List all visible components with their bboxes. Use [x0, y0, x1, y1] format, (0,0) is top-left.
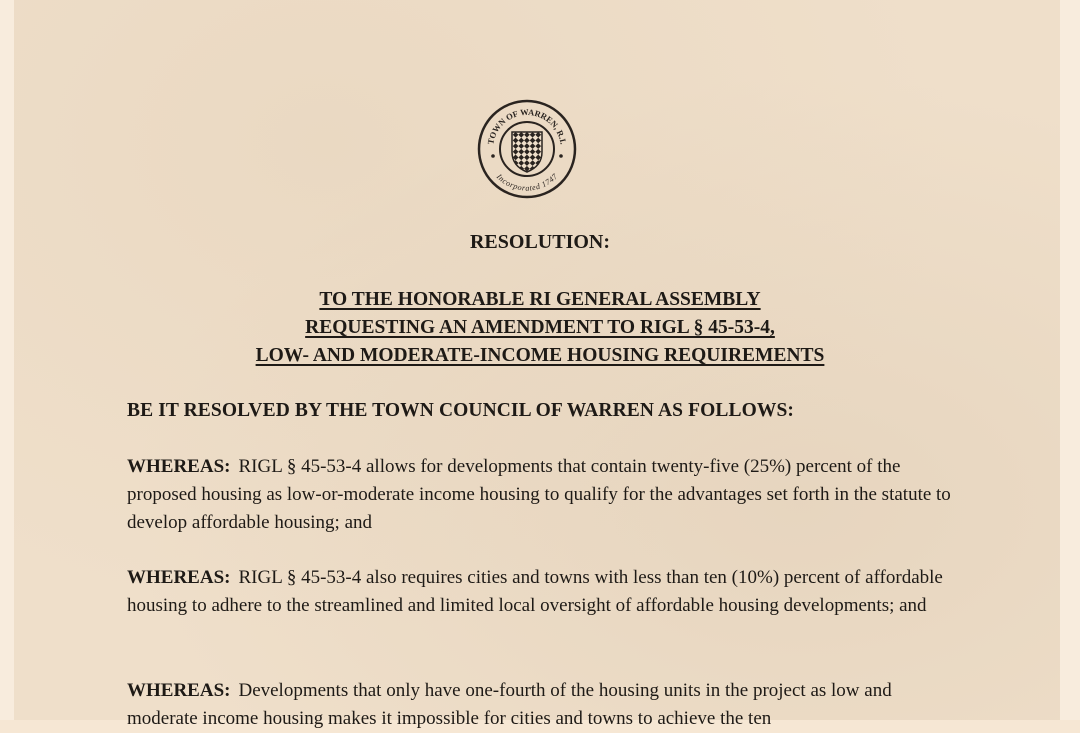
svg-text:Incorporated 1747	[494, 171, 560, 192]
resolution-title	[0, 286, 1080, 370]
whereas-paragraph-3	[127, 677, 967, 733]
seal-bottom-text: Incorporated 1747	[494, 172, 560, 193]
whereas-paragraph-1	[127, 453, 967, 537]
resolution-label: RESOLUTION:	[469, 231, 611, 253]
whereas-text: RIGL § 45-53-4 allows for developments that contain twenty-five (25%) percent of the proposed housing as low-or-moderate income housing to qualify for the advantages set forth in the statute to develop affordable housing; and	[127, 456, 951, 533]
seal-top-text: TOWN OF WARREN, R.I.	[485, 106, 569, 146]
whereas-label: WHEREAS:	[127, 456, 231, 477]
title-line-3: LOW- AND MODERATE-INCOME HOUSING REQUIREMENTS	[255, 345, 825, 366]
town-seal-logo	[476, 98, 578, 200]
title-line-2: REQUESTING AN AMENDMENT TO RIGL § 45-53-4,	[305, 317, 775, 338]
resolved-statement: BE IT RESOLVED BY THE TOWN COUNCIL OF WARREN AS FOLLOWS:	[127, 400, 794, 421]
whereas-paragraph-2	[127, 564, 967, 620]
whereas-label: WHEREAS:	[127, 680, 231, 701]
title-line-1: TO THE HONORABLE RI GENERAL ASSEMBLY	[319, 289, 761, 310]
whereas-text: Developments that only have one-fourth of the housing units in the project as low and moderate income housing makes it impossible for cities and towns to achieve the ten	[127, 680, 892, 729]
whereas-text: RIGL § 45-53-4 also requires cities and towns with less than ten (10%) percent of affordable housing to adhere to the streamlined and limited local oversight of affordable housing developments; and	[127, 567, 943, 616]
whereas-label: WHEREAS:	[127, 567, 231, 588]
